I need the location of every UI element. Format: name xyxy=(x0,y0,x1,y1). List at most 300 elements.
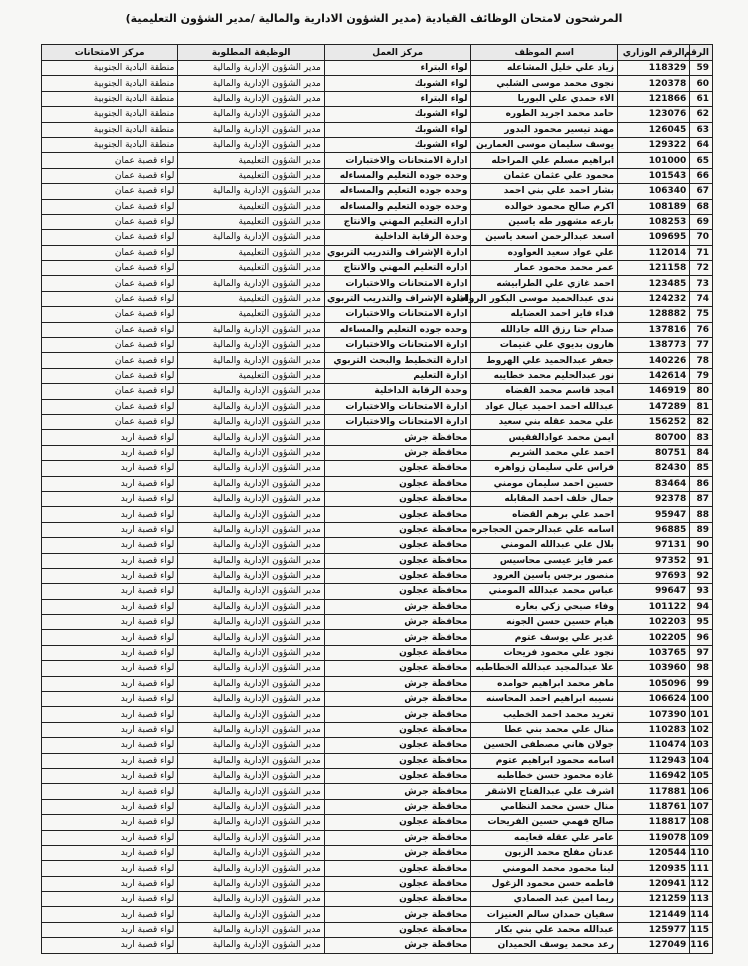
cell-job: مدير الشؤون التعليمية xyxy=(178,168,325,183)
cell-workplace: وحده جوده التعليم والمساءله xyxy=(324,199,471,214)
cell-exam-center: لواء قصبة اربد xyxy=(42,568,178,583)
cell-num: 101 xyxy=(690,707,713,722)
cell-num: 81 xyxy=(690,399,713,414)
table-row xyxy=(42,568,713,583)
cell-num: 88 xyxy=(690,507,713,522)
table-row xyxy=(42,168,713,183)
cell-exam-center: لواء قصبة اربد xyxy=(42,553,178,568)
cell-name: صالح فهمي حسين الفريحات xyxy=(471,815,618,830)
cell-workplace: وحده جوده التعليم والمساءله xyxy=(324,322,471,337)
cell-ministry-no: 92378 xyxy=(618,491,690,506)
cell-exam-center: منطقة البادية الجنوبية xyxy=(42,137,178,152)
cell-workplace: محافظة عجلون xyxy=(324,876,471,891)
table-header-row xyxy=(42,45,713,61)
cell-workplace: وحدة الرقابة الداخلية xyxy=(324,384,471,399)
cell-num: 108 xyxy=(690,815,713,830)
cell-name: هيام حسين حسن الجونه xyxy=(471,615,618,630)
cell-exam-center: لواء قصبة اربد xyxy=(42,753,178,768)
header-workplace: مركز العمل xyxy=(324,45,471,61)
cell-num: 84 xyxy=(690,445,713,460)
cell-name: حسين احمد سليمان مومني xyxy=(471,476,618,491)
cell-job: مدير الشؤون الإدارية والمالية xyxy=(178,461,325,476)
table-row xyxy=(42,61,713,76)
cell-name: ايمن محمد عوادالفقيس xyxy=(471,430,618,445)
cell-workplace: محافظة جرش xyxy=(324,784,471,799)
cell-exam-center: لواء قصبة عمان xyxy=(42,368,178,383)
table-row xyxy=(42,245,713,260)
cell-exam-center: لواء قصبة اربد xyxy=(42,768,178,783)
cell-name: فراس علي سليمان زواهره xyxy=(471,461,618,476)
cell-exam-center: لواء قصبة اربد xyxy=(42,738,178,753)
cell-ministry-no: 125977 xyxy=(618,922,690,937)
cell-job: مدير الشؤون الإدارية والمالية xyxy=(178,538,325,553)
cell-job: مدير الشؤون الإدارية والمالية xyxy=(178,384,325,399)
table-row xyxy=(42,645,713,660)
cell-job: مدير الشؤون الإدارية والمالية xyxy=(178,584,325,599)
cell-name: بلال علي عبدالله المومني xyxy=(471,538,618,553)
table-row xyxy=(42,384,713,399)
table-row xyxy=(42,430,713,445)
cell-workplace: محافظة عجلون xyxy=(324,922,471,937)
cell-ministry-no: 116942 xyxy=(618,768,690,783)
cell-ministry-no: 110283 xyxy=(618,722,690,737)
cell-name: جولان هاني مصطفى الحسين xyxy=(471,738,618,753)
cell-job: مدير الشؤون التعليمية xyxy=(178,214,325,229)
cell-ministry-no: 110474 xyxy=(618,738,690,753)
table-row xyxy=(42,845,713,860)
cell-ministry-no: 121449 xyxy=(618,907,690,922)
cell-ministry-no: 147289 xyxy=(618,399,690,414)
cell-ministry-no: 112014 xyxy=(618,245,690,260)
cell-ministry-no: 106624 xyxy=(618,692,690,707)
cell-ministry-no: 123485 xyxy=(618,276,690,291)
cell-job: مدير الشؤون الإدارية والمالية xyxy=(178,414,325,429)
cell-workplace: ادارة الامتحانات والاختبارات xyxy=(324,276,471,291)
cell-num: 71 xyxy=(690,245,713,260)
table-row xyxy=(42,122,713,137)
cell-num: 94 xyxy=(690,599,713,614)
cell-num: 97 xyxy=(690,645,713,660)
cell-job: مدير الشؤون الإدارية والمالية xyxy=(178,553,325,568)
cell-ministry-no: 128882 xyxy=(618,307,690,322)
cell-num: 105 xyxy=(690,768,713,783)
cell-num: 61 xyxy=(690,91,713,106)
cell-name: علي محمد عقله بني سعيد xyxy=(471,414,618,429)
cell-workplace: محافظة عجلون xyxy=(324,645,471,660)
cell-name: نور عبدالحليم محمد خطايبه xyxy=(471,368,618,383)
cell-name: اسامه محمود ابراهيم عتوم xyxy=(471,753,618,768)
cell-job: مدير الشؤون الإدارية والمالية xyxy=(178,784,325,799)
cell-job: مدير الشؤون الإدارية والمالية xyxy=(178,815,325,830)
cell-workplace: ادارة الإشراف والتدريب التربوي xyxy=(324,245,471,260)
cell-exam-center: لواء قصبة اربد xyxy=(42,892,178,907)
page-title: المرشحون لامتحان الوظائف القيادية (مدير الشؤون الادارية والمالية /مدير الشؤون التعليمية) xyxy=(125,12,623,25)
cell-num: 96 xyxy=(690,630,713,645)
cell-workplace: ادارة الامتحانات والاختبارات xyxy=(324,399,471,414)
table-row xyxy=(42,107,713,122)
cell-name: عدنان مفلح محمد الزبون xyxy=(471,845,618,860)
cell-job: مدير الشؤون الإدارية والمالية xyxy=(178,753,325,768)
cell-num: 111 xyxy=(690,861,713,876)
table-row xyxy=(42,768,713,783)
table-row xyxy=(42,522,713,537)
cell-name: الاء حمدي علي البوريا xyxy=(471,91,618,106)
cell-ministry-no: 142614 xyxy=(618,368,690,383)
cell-ministry-no: 121866 xyxy=(618,91,690,106)
cell-exam-center: لواء قصبة عمان xyxy=(42,322,178,337)
cell-ministry-no: 80700 xyxy=(618,430,690,445)
cell-ministry-no: 120941 xyxy=(618,876,690,891)
cell-name: امجد قاسم محمد القضاه xyxy=(471,384,618,399)
cell-num: 69 xyxy=(690,214,713,229)
cell-job: مدير الشؤون الإدارية والمالية xyxy=(178,830,325,845)
cell-name: نجوى محمد موسى الشلبي xyxy=(471,76,618,91)
cell-name: عامر علي عقله قعايمه xyxy=(471,830,618,845)
cell-job: مدير الشؤون الإدارية والمالية xyxy=(178,476,325,491)
cell-job: مدير الشؤون الإدارية والمالية xyxy=(178,522,325,537)
cell-job: مدير الشؤون الإدارية والمالية xyxy=(178,661,325,676)
cell-workplace: محافظة عجلون xyxy=(324,461,471,476)
cell-exam-center: لواء قصبة اربد xyxy=(42,538,178,553)
cell-num: 77 xyxy=(690,338,713,353)
cell-name: منال علي محمد بني عطا xyxy=(471,722,618,737)
cell-exam-center: لواء قصبة اربد xyxy=(42,584,178,599)
cell-num: 79 xyxy=(690,368,713,383)
cell-workplace: محافظة جرش xyxy=(324,907,471,922)
cell-num: 116 xyxy=(690,938,713,953)
cell-num: 76 xyxy=(690,322,713,337)
cell-workplace: محافظة عجلون xyxy=(324,661,471,676)
cell-num: 67 xyxy=(690,184,713,199)
cell-job: مدير الشؤون التعليمية xyxy=(178,199,325,214)
cell-name: بشار احمد علي بني احمد xyxy=(471,184,618,199)
cell-ministry-no: 82430 xyxy=(618,461,690,476)
cell-exam-center: منطقة البادية الجنوبية xyxy=(42,61,178,76)
cell-job: مدير الشؤون التعليمية xyxy=(178,261,325,276)
cell-num: 86 xyxy=(690,476,713,491)
cell-workplace: ادارة الامتحانات والاختبارات xyxy=(324,153,471,168)
cell-exam-center: لواء قصبة اربد xyxy=(42,907,178,922)
cell-job: مدير الشؤون التعليمية xyxy=(178,245,325,260)
header-exam-center: مركز الامتحانات xyxy=(42,45,178,61)
table-row xyxy=(42,630,713,645)
cell-exam-center: لواء قصبة عمان xyxy=(42,399,178,414)
cell-job: مدير الشؤون الإدارية والمالية xyxy=(178,445,325,460)
table-row xyxy=(42,599,713,614)
cell-exam-center: منطقة البادية الجنوبية xyxy=(42,76,178,91)
cell-exam-center: لواء قصبة اربد xyxy=(42,707,178,722)
cell-name: رعد محمد يوسف الحميدان xyxy=(471,938,618,953)
cell-workplace: اداره التعليم المهني والانتاج xyxy=(324,261,471,276)
cell-exam-center: لواء قصبة عمان xyxy=(42,184,178,199)
cell-num: 82 xyxy=(690,414,713,429)
cell-num: 114 xyxy=(690,907,713,922)
cell-exam-center: لواء قصبة عمان xyxy=(42,153,178,168)
cell-name: صدام حنا رزق الله جادالله xyxy=(471,322,618,337)
cell-exam-center: لواء قصبة اربد xyxy=(42,430,178,445)
table-row xyxy=(42,584,713,599)
table-row xyxy=(42,692,713,707)
cell-workplace: محافظة عجلون xyxy=(324,753,471,768)
cell-name: عباس محمد عبدالله المومني xyxy=(471,584,618,599)
cell-name: فداء فايز احمد العضايله xyxy=(471,307,618,322)
cell-ministry-no: 97131 xyxy=(618,538,690,553)
cell-ministry-no: 118761 xyxy=(618,799,690,814)
cell-exam-center: لواء قصبة اربد xyxy=(42,645,178,660)
candidates-table xyxy=(41,44,713,954)
table-row xyxy=(42,91,713,106)
cell-job: مدير الشؤون الإدارية والمالية xyxy=(178,399,325,414)
cell-num: 98 xyxy=(690,661,713,676)
cell-name: عبدالله احمد احميد عيال عواد xyxy=(471,399,618,414)
cell-exam-center: لواء قصبة عمان xyxy=(42,214,178,229)
table-row xyxy=(42,553,713,568)
cell-name: سفيان حمدان سالم العنيزات xyxy=(471,907,618,922)
cell-workplace: محافظة عجلون xyxy=(324,491,471,506)
cell-workplace: وحدة الرقابة الداخلية xyxy=(324,230,471,245)
cell-num: 95 xyxy=(690,615,713,630)
cell-exam-center: لواء قصبة اربد xyxy=(42,861,178,876)
cell-exam-center: لواء قصبة عمان xyxy=(42,291,178,306)
cell-job: مدير الشؤون الإدارية والمالية xyxy=(178,91,325,106)
cell-job: مدير الشؤون الإدارية والمالية xyxy=(178,876,325,891)
cell-exam-center: منطقة البادية الجنوبية xyxy=(42,91,178,106)
cell-workplace: محافظة جرش xyxy=(324,799,471,814)
cell-exam-center: لواء قصبة عمان xyxy=(42,230,178,245)
cell-ministry-no: 120378 xyxy=(618,76,690,91)
header-ministry-no: الرقم الوزاري xyxy=(618,45,690,61)
cell-workplace: ادارة التعليم xyxy=(324,368,471,383)
cell-workplace: لواء البتراء xyxy=(324,91,471,106)
cell-name: ماهر محمد ابراهيم حوامده xyxy=(471,676,618,691)
cell-name: نسيبه ابراهيم احمد المحاسنه xyxy=(471,692,618,707)
cell-exam-center: لواء قصبة اربد xyxy=(42,507,178,522)
cell-exam-center: لواء قصبة اربد xyxy=(42,676,178,691)
table-row xyxy=(42,784,713,799)
cell-workplace: لواء الشوبك xyxy=(324,137,471,152)
cell-job: مدير الشؤون الإدارية والمالية xyxy=(178,76,325,91)
cell-exam-center: لواء قصبة عمان xyxy=(42,353,178,368)
cell-ministry-no: 105096 xyxy=(618,676,690,691)
table-row xyxy=(42,538,713,553)
cell-name: احمد علي برهم القضاه xyxy=(471,507,618,522)
cell-job: مدير الشؤون الإدارية والمالية xyxy=(178,707,325,722)
cell-num: 93 xyxy=(690,584,713,599)
cell-job: مدير الشؤون الإدارية والمالية xyxy=(178,861,325,876)
cell-workplace: محافظة جرش xyxy=(324,830,471,845)
cell-job: مدير الشؤون الإدارية والمالية xyxy=(178,892,325,907)
cell-ministry-no: 80751 xyxy=(618,445,690,460)
cell-ministry-no: 103960 xyxy=(618,661,690,676)
cell-num: 106 xyxy=(690,784,713,799)
header-name: اسم الموظف xyxy=(471,45,618,61)
cell-workplace: محافظة جرش xyxy=(324,430,471,445)
cell-name: احمد علي محمد الشريم xyxy=(471,445,618,460)
cell-ministry-no: 138773 xyxy=(618,338,690,353)
cell-ministry-no: 118329 xyxy=(618,61,690,76)
cell-exam-center: لواء قصبة اربد xyxy=(42,845,178,860)
cell-num: 87 xyxy=(690,491,713,506)
table-row xyxy=(42,322,713,337)
cell-ministry-no: 99647 xyxy=(618,584,690,599)
cell-ministry-no: 120935 xyxy=(618,861,690,876)
cell-ministry-no: 127049 xyxy=(618,938,690,953)
cell-num: 110 xyxy=(690,845,713,860)
cell-num: 102 xyxy=(690,722,713,737)
table-row xyxy=(42,445,713,460)
cell-job: مدير الشؤون الإدارية والمالية xyxy=(178,722,325,737)
table-row xyxy=(42,799,713,814)
cell-name: وفاء صبحي زكي بعاره xyxy=(471,599,618,614)
cell-job: مدير الشؤون الإدارية والمالية xyxy=(178,599,325,614)
cell-name: حامد محمد اجريد الطوره xyxy=(471,107,618,122)
cell-workplace: محافظة عجلون xyxy=(324,538,471,553)
cell-job: مدير الشؤون الإدارية والمالية xyxy=(178,137,325,152)
cell-job: مدير الشؤون الإدارية والمالية xyxy=(178,61,325,76)
cell-num: 80 xyxy=(690,384,713,399)
cell-name: غدير علي يوسف عتوم xyxy=(471,630,618,645)
cell-num: 66 xyxy=(690,168,713,183)
cell-job: مدير الشؤون الإدارية والمالية xyxy=(178,922,325,937)
cell-num: 60 xyxy=(690,76,713,91)
cell-workplace: محافظة جرش xyxy=(324,615,471,630)
cell-ministry-no: 106340 xyxy=(618,184,690,199)
cell-workplace: محافظة جرش xyxy=(324,676,471,691)
cell-ministry-no: 120544 xyxy=(618,845,690,860)
cell-name: جمال خلف احمد المقابله xyxy=(471,491,618,506)
cell-name: زياد علي خليل المشاعله xyxy=(471,61,618,76)
cell-job: مدير الشؤون الإدارية والمالية xyxy=(178,938,325,953)
table-row xyxy=(42,507,713,522)
cell-workplace: محافظة جرش xyxy=(324,938,471,953)
cell-num: 113 xyxy=(690,892,713,907)
cell-workplace: وحده جوده التعليم والمساءله xyxy=(324,168,471,183)
cell-num: 109 xyxy=(690,830,713,845)
cell-ministry-no: 97352 xyxy=(618,553,690,568)
cell-name: بارعه مشهور طه ياسين xyxy=(471,214,618,229)
table-row xyxy=(42,184,713,199)
cell-workplace: محافظة جرش xyxy=(324,445,471,460)
cell-ministry-no: 97693 xyxy=(618,568,690,583)
cell-exam-center: منطقة البادية الجنوبية xyxy=(42,122,178,137)
cell-workplace: ادارة الامتحانات والاختبارات xyxy=(324,414,471,429)
cell-exam-center: لواء قصبة عمان xyxy=(42,414,178,429)
cell-exam-center: لواء قصبة اربد xyxy=(42,722,178,737)
cell-num: 90 xyxy=(690,538,713,553)
cell-ministry-no: 108189 xyxy=(618,199,690,214)
cell-name: نجود علي محمود فريحات xyxy=(471,645,618,660)
cell-exam-center: لواء قصبة اربد xyxy=(42,491,178,506)
table-row xyxy=(42,137,713,152)
cell-name: جعفر عبدالحميد علي الهروط xyxy=(471,353,618,368)
table-row xyxy=(42,399,713,414)
table-row xyxy=(42,476,713,491)
cell-num: 75 xyxy=(690,307,713,322)
cell-name: احمد غازي علي الطرابيشه xyxy=(471,276,618,291)
cell-name: منال حسن محمد النظامي xyxy=(471,799,618,814)
table-row xyxy=(42,491,713,506)
table-row xyxy=(42,338,713,353)
table-row xyxy=(42,307,713,322)
cell-num: 63 xyxy=(690,122,713,137)
cell-num: 72 xyxy=(690,261,713,276)
table-row xyxy=(42,661,713,676)
cell-ministry-no: 108253 xyxy=(618,214,690,229)
cell-name: علا عبدالمجيد عبدالله الخطاطبه xyxy=(471,661,618,676)
cell-workplace: محافظة عجلون xyxy=(324,768,471,783)
table-row xyxy=(42,830,713,845)
cell-workplace: اداره التعليم المهني والانتاج xyxy=(324,214,471,229)
cell-job: مدير الشؤون الإدارية والمالية xyxy=(178,430,325,445)
table-row xyxy=(42,707,713,722)
cell-ministry-no: 121158 xyxy=(618,261,690,276)
table-row xyxy=(42,722,713,737)
cell-name: لينا محمود محمد المومني xyxy=(471,861,618,876)
cell-name: يوسف سليمان موسى العمارين xyxy=(471,137,618,152)
cell-num: 70 xyxy=(690,230,713,245)
cell-workplace: محافظة جرش xyxy=(324,845,471,860)
cell-exam-center: لواء قصبة عمان xyxy=(42,276,178,291)
cell-ministry-no: 137816 xyxy=(618,322,690,337)
cell-workplace: محافظة جرش xyxy=(324,707,471,722)
table-row xyxy=(42,938,713,953)
cell-workplace: محافظة عجلون xyxy=(324,815,471,830)
cell-num: 73 xyxy=(690,276,713,291)
cell-job: مدير الشؤون التعليمية xyxy=(178,368,325,383)
cell-num: 107 xyxy=(690,799,713,814)
cell-exam-center: لواء قصبة عمان xyxy=(42,261,178,276)
cell-job: مدير الشؤون الإدارية والمالية xyxy=(178,107,325,122)
table-row xyxy=(42,261,713,276)
cell-job: مدير الشؤون الإدارية والمالية xyxy=(178,338,325,353)
table-row xyxy=(42,815,713,830)
cell-job: مدير الشؤون الإدارية والمالية xyxy=(178,491,325,506)
cell-workplace: محافظة عجلون xyxy=(324,722,471,737)
cell-num: 89 xyxy=(690,522,713,537)
table-row xyxy=(42,753,713,768)
cell-num: 74 xyxy=(690,291,713,306)
cell-ministry-no: 96885 xyxy=(618,522,690,537)
cell-job: مدير الشؤون الإدارية والمالية xyxy=(178,184,325,199)
cell-workplace: محافظة عجلون xyxy=(324,553,471,568)
cell-ministry-no: 102205 xyxy=(618,630,690,645)
cell-job: مدير الشؤون الإدارية والمالية xyxy=(178,276,325,291)
cell-exam-center: لواء قصبة اربد xyxy=(42,692,178,707)
cell-workplace: محافظة عجلون xyxy=(324,507,471,522)
cell-num: 65 xyxy=(690,153,713,168)
cell-num: 68 xyxy=(690,199,713,214)
cell-workplace: ادارة الإشراف والتدريب التربوي xyxy=(324,291,471,306)
cell-name: غاده محمود حسن خطاطبه xyxy=(471,768,618,783)
table-row xyxy=(42,461,713,476)
cell-workplace: وحده جوده التعليم والمساءله xyxy=(324,184,471,199)
cell-job: مدير الشؤون الإدارية والمالية xyxy=(178,799,325,814)
cell-name: محمود علي عثمان عثمان xyxy=(471,168,618,183)
table-row xyxy=(42,876,713,891)
cell-exam-center: لواء قصبة عمان xyxy=(42,384,178,399)
cell-workplace: محافظة جرش xyxy=(324,630,471,645)
cell-job: مدير الشؤون التعليمية xyxy=(178,307,325,322)
cell-job: مدير الشؤون الإدارية والمالية xyxy=(178,630,325,645)
cell-num: 59 xyxy=(690,61,713,76)
cell-exam-center: لواء قصبة اربد xyxy=(42,522,178,537)
cell-num: 115 xyxy=(690,922,713,937)
cell-exam-center: لواء قصبة اربد xyxy=(42,876,178,891)
cell-ministry-no: 146919 xyxy=(618,384,690,399)
table-row xyxy=(42,676,713,691)
cell-workplace: محافظة عجلون xyxy=(324,892,471,907)
table-row xyxy=(42,892,713,907)
